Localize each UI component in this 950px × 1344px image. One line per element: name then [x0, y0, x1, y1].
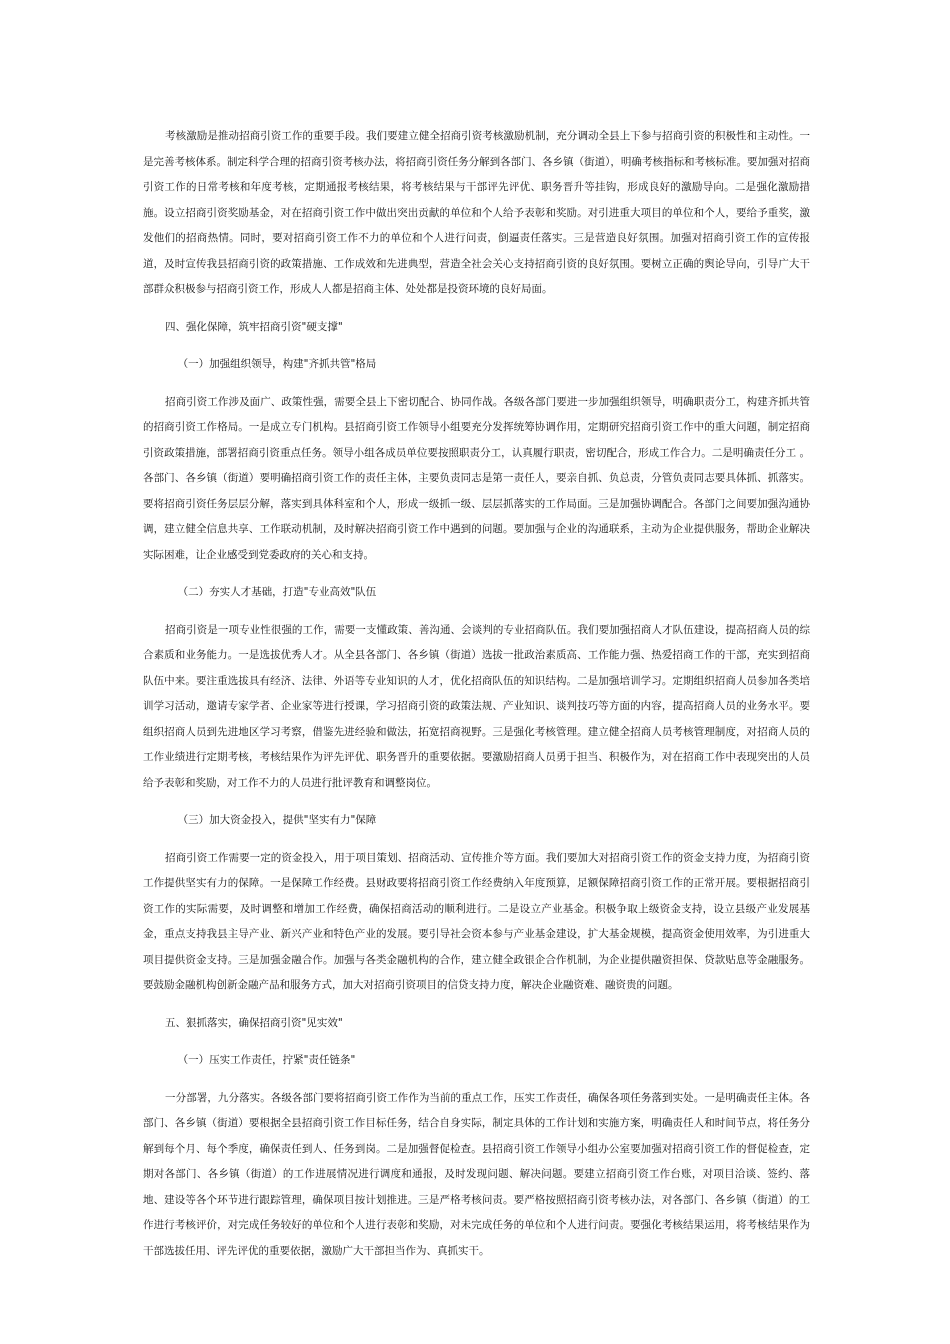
section-heading-4: 四、强化保障，筑牢招商引资"硬支撑"	[165, 320, 343, 333]
subsection-heading-4-3: （三）加大资金投入，提供"坚实有力"保障	[177, 814, 377, 826]
paragraph-work-responsibility: 一分部署，九分落实。各级各部门要将招商引资工作作为当前的重点工作，压实工作责任，确保各项任务落到实处。一是明确责任主体。各部门、各乡镇（街道）要根据全县招商引资工作目标任务，结合自身实际，制定具体的工作计划和实施方案，明确责任人和时间节点，将任务分解到每个月、每个季度，确保责任到人、任务到岗。二是加强督促检查。县招商引资工作领导小组办公室要加强对招商引资工作的督促检查，定期对各部门、各乡镇（街道）的工作进展情况进行调度和通报，及时发现问题、解决问题。要建立招商引资工作台账，对项目洽谈、签约、落地、建设等各个环节进行跟踪管理，确保项目按计划推进。三是严格考核问责。要严格按照招商引资考核办法，对各部门、各乡镇（街道）的工作进行考核评价，对完成任务较好的单位和个人进行表彰和奖励，对未完成任务的单位和个人进行问责。要强化考核结果运用，将考核结果作为干部选拔任用、评先评优的重要依据，激励广大干部担当作为、真抓实干。	[143, 1091, 810, 1257]
section-heading-5: 五、狠抓落实，确保招商引资"见实效"	[165, 1016, 343, 1029]
paragraph-organization-leadership: 招商引资工作涉及面广、政策性强，需要全县上下密切配合、协同作战。各级各部门要进一步加强组织领导，明确职责分工，构建齐抓共管的招商引资工作格局。一是成立专门机构。县招商引资工作领导小组要充分发挥统筹协调作用，定期研究招商引资工作中的重大问题，制定招商引资政策措施，部署招商引资重点任务。领导小组各成员单位要按照职责分工，认真履行职责，密切配合，形成工作合力。二是明确责任分工 。各部门、各乡镇（街道）要明确招商引资工作的责任主体，主要负责同志是第一责任人，要亲自抓、负总责，分管负责同志要具体抓、抓落实。要将招商引资任务层层分解，落实到具体科室和个人，形成一级抓一级、层层抓落实的工作局面。三是加强协调配合。各部门之间要加强沟通协调，建立健全信息共享、工作联动机制，及时解决招商引资工作中遇到的问题。要加强与企业的沟通联系，主动为企业提供服务，帮助企业解决实际困难，让企业感受到党委政府的关心和支持。	[143, 395, 810, 561]
subsection-heading-4-2: （二）夯实人才基础，打造"专业高效"队伍	[177, 586, 377, 598]
document-body	[143, 124, 810, 1276]
subsection-heading-5-1: （一）压实工作责任，拧紧"责任链条"	[177, 1054, 356, 1066]
paragraph-funding-input: 招商引资工作需要一定的资金投入，用于项目策划、招商活动、宣传推介等方面。我们要加大对招商引资工作的资金支持力度，为招商引资工作提供坚实有力的保障。一是保障工作经费。县财政要将招商引资工作经费纳入年度预算，足额保障招商引资工作的正常开展。要根据招商引资工作的实际需要，及时调整和增加工作经费，确保招商活动的顺利进行。二是设立产业基金。积极争取上级资金支持，设立县级产业发展基金，重点支持我县主导产业、新兴产业和特色产业的发展。要引导社会资本参与产业基金建设，扩大基金规模，提高资金使用效率，为引进重大项目提供资金支持。三是加强金融合作。加强与各类金融机构的合作，建立健全政银企合作机制，为企业提供融资担保、贷款贴息等金融服务。要鼓励金融机构创新金融产品和服务方式，加大对招商引资项目的信贷支持力度，解决企业融资难、融资贵的问题。	[143, 851, 810, 991]
subsection-heading-4-1: （一）加强组织领导，构建"齐抓共管"格局	[177, 358, 377, 370]
paragraph-assessment-incentives: 考核激励是推动招商引资工作的重要手段。我们要建立健全招商引资考核激励机制，充分调动全县上下参与招商引资的积极性和主动性。一是完善考核体系。制定科学合理的招商引资考核办法，将招商引资任务分解到各部门、各乡镇（街道），明确考核指标和考核标准。要加强对招商引资工作的日常考核和年度考核，定期通报考核结果，将考核结果与干部评先评优、职务晋升等挂钩，形成良好的激励导向。二是强化激励措施。设立招商引资奖励基金，对在招商引资工作中做出突出贡献的单位和个人给予表彰和奖励。对引进重大项目的单位和个人，要给予重奖，激发他们的招商热情。同时，要对招商引资工作不力的单位和个人进行问责，倒逼责任落实。三是营造良好氛围。加强对招商引资工作的宣传报道，及时宣传我县招商引资的政策措施、工作成效和先进典型，营造全社会关心支持招商引资的良好氛围。要树立正确的舆论导向，引导广大干部群众积极参与招商引资工作，形成人人都是招商主体、处处都是投资环境的良好局面。	[143, 130, 810, 295]
paragraph-talent-foundation: 招商引资是一项专业性很强的工作，需要一支懂政策、善沟通、会谈判的专业招商队伍。我们要加强招商人才队伍建设，提高招商人员的综合素质和业务能力。一是选拔优秀人才。从全县各部门、各乡镇（街道）选拔一批政治素质高、工作能力强、热爱招商工作的干部，充实到招商队伍中来。要注重选拔具有经济、法律、外语等专业知识的人才，优化招商队伍的知识结构。二是加强培训学习。定期组织招商人员参加各类培训学习活动，邀请专家学者、企业家等进行授课，学习招商引资的政策法规、产业知识、谈判技巧等方面的内容，提高招商人员的业务水平。要组织招商人员到先进地区学习考察，借鉴先进经验和做法，拓宽招商视野。三是强化考核管理。建立健全招商人员考核管理制度，对招商人员的工作业绩进行定期考核，考核结果作为评先评优、职务晋升的重要依据。要激励招商人员勇于担当、积极作为，对在招商工作中表现突出的人员给予表彰和奖励，对工作不力的人员进行批评教育和调整岗位。	[143, 623, 810, 789]
